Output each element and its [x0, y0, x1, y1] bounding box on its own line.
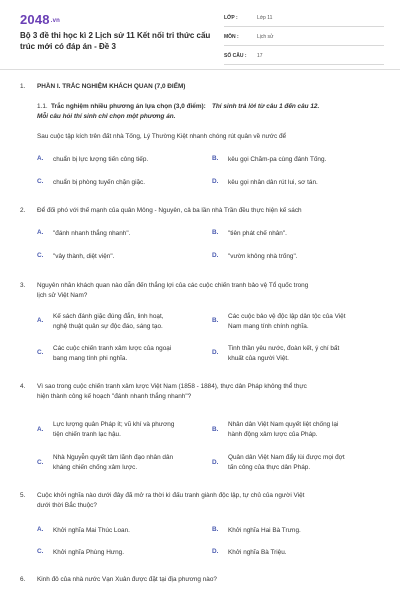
question-stem: Để đối phó với thế mạnh của quân Mông - Nguyên, cả ba lần nhà Trần đều thực hiện kế sách: [37, 207, 302, 214]
option-b-text[interactable]: Khởi nghĩa Hai Bà Trưng.: [228, 527, 301, 534]
option-c-text[interactable]: Khởi nghĩa Phùng Hưng.: [53, 549, 125, 556]
document-title: Bộ 3 đề thi học kì 2 Lịch sử 11 Kết nối tri thức cấu trúc mới có đáp án - Đề 3: [20, 31, 211, 51]
option-a-text[interactable]: "đánh nhanh thắng nhanh".: [53, 230, 131, 237]
option-d-text[interactable]: Khởi nghĩa Bà Triệu.: [228, 549, 287, 556]
option-c-text-line-2[interactable]: bang mang tính phi nghĩa.: [53, 355, 128, 362]
option-d-text[interactable]: kêu gọi nhân dân rút lui, sơ tán.: [228, 179, 318, 186]
question-number: 2.: [20, 207, 26, 214]
option-b-letter[interactable]: B.: [212, 317, 219, 324]
subsection-heading: Trắc nghiệm nhiều phương án lựa chọn (3,0 điểm):: [51, 103, 206, 110]
question-stem-line-2: dưới thời Bắc thuộc?: [37, 502, 97, 509]
option-a-text[interactable]: chuẩn bị lực lượng tiến công tiếp.: [53, 156, 149, 163]
option-b-letter[interactable]: B.: [212, 155, 219, 162]
option-d-text-line-1[interactable]: Tinh thần yêu nước, đoàn kết, ý chí bất: [228, 345, 340, 352]
option-c-text-line-2[interactable]: kháng chiến chống xâm lược.: [53, 464, 138, 471]
option-c-letter[interactable]: C.: [37, 459, 44, 466]
option-b-letter[interactable]: B.: [212, 229, 219, 236]
option-c-letter[interactable]: C.: [37, 178, 44, 185]
option-a-text-line-2[interactable]: nghệ thuật quân sự độc đáo, sáng tạo.: [53, 323, 163, 330]
question-stem-line-2: hiện thành công kế hoạch "đánh nhanh thắng nhanh"?: [37, 393, 192, 400]
option-b-text-line-1[interactable]: Nhân dân Việt Nam quyết liệt chống lại: [228, 421, 339, 428]
question-stem: Kinh đô của nhà nước Vạn Xuân được đặt tại địa phương nào?: [37, 576, 217, 583]
option-b-text-line-2[interactable]: hành động xâm lược của Pháp.: [228, 431, 318, 438]
option-b-letter[interactable]: B.: [212, 426, 219, 433]
option-a-letter[interactable]: A.: [37, 229, 44, 236]
question-stem: Sau cuộc tập kích trên đất nhà Tống, Lý Thường Kiệt nhanh chóng rút quân về nước để: [37, 133, 287, 140]
site-logo[interactable]: [20, 12, 60, 27]
option-d-text-line-2[interactable]: khuất của người Việt.: [228, 355, 289, 362]
logo-suffix: .vn: [50, 18, 61, 24]
count-value: 17: [257, 53, 263, 59]
option-a-letter[interactable]: A.: [37, 317, 44, 324]
count-label: SỐ CÂU :: [224, 53, 247, 59]
option-b-letter[interactable]: B.: [212, 526, 219, 533]
option-a-text-line-2[interactable]: tiện chiến tranh lạc hậu.: [53, 431, 121, 438]
meta-row-subject: [224, 31, 384, 46]
question-stem-line-1: Nguyên nhân khách quan nào dẫn đến thắng lợi của các cuộc chiến tranh bảo vệ Tổ quốc trong: [37, 282, 309, 289]
option-c-letter[interactable]: C.: [37, 548, 44, 555]
question-stem-line-2: lịch sử Việt Nam?: [37, 292, 88, 299]
option-a-text-line-1[interactable]: Lực lượng quân Pháp ít; vũ khí và phương: [53, 421, 175, 428]
option-c-text-line-1[interactable]: Các cuộc chiến tranh xâm lược của ngoại: [53, 345, 172, 352]
option-a-letter[interactable]: A.: [37, 526, 44, 533]
option-d-text-line-1[interactable]: Quân dân Việt Nam đẩy lùi được mọi đợt: [228, 454, 345, 461]
option-d-letter[interactable]: D.: [212, 548, 219, 555]
option-b-text[interactable]: "tiên phát chế nhân".: [228, 230, 287, 237]
document-meta: [224, 12, 384, 69]
question-number: 4.: [20, 383, 26, 390]
option-c-letter[interactable]: C.: [37, 349, 44, 356]
part-number: 1.: [20, 83, 26, 90]
option-b-text-line-1[interactable]: Các cuộc bảo vệ độc lập dân tộc của Việt: [228, 313, 346, 320]
subsection-number: 1.1.: [37, 103, 48, 110]
question-stem-line-1: Vì sao trong cuộc chiến tranh xâm lược Việt Nam (1858 - 1884), thực dân Pháp không thể thực: [37, 383, 307, 390]
option-d-letter[interactable]: D.: [212, 349, 219, 356]
subsection-instruction-1: Thí sinh trả lời từ câu 1 đến câu 12.: [212, 103, 320, 110]
question-number: 6.: [20, 576, 26, 583]
question-number: 3.: [20, 282, 26, 289]
option-b-text[interactable]: kêu gọi Chăm-pa cùng đánh Tống.: [228, 156, 327, 163]
meta-row-grade: [224, 12, 384, 27]
option-d-letter[interactable]: D.: [212, 178, 219, 185]
grade-value: Lớp 11: [257, 15, 273, 21]
subject-label: MÔN :: [224, 34, 239, 40]
document-header: [0, 0, 400, 64]
option-c-text-line-1[interactable]: Nhà Nguyễn quyết tâm lãnh đạo nhân dân: [53, 454, 174, 461]
option-d-text[interactable]: "vườn không nhà trống".: [228, 253, 298, 260]
option-a-text[interactable]: Khởi nghĩa Mai Thúc Loan.: [53, 527, 130, 534]
option-d-text-line-2[interactable]: tấn công của thực dân Pháp.: [228, 464, 311, 471]
logo-main: 2048: [20, 12, 50, 27]
option-d-letter[interactable]: D.: [212, 459, 219, 466]
option-a-letter[interactable]: A.: [37, 426, 44, 433]
header-divider: [0, 69, 400, 70]
option-c-text[interactable]: "vây thành, diệt viện".: [53, 253, 115, 260]
part-heading: PHẦN I. TRẮC NGHIỆM KHÁCH QUAN (7,0 ĐIỂM): [37, 83, 186, 90]
grade-label: LỚP :: [224, 15, 238, 21]
option-a-letter[interactable]: A.: [37, 155, 44, 162]
option-b-text-line-2[interactable]: Nam mang tính chính nghĩa.: [228, 323, 309, 330]
option-c-letter[interactable]: C.: [37, 252, 44, 259]
question-number: 5.: [20, 492, 26, 499]
option-d-letter[interactable]: D.: [212, 252, 219, 259]
subsection-instruction-2: Mỗi câu hỏi thí sinh chỉ chọn một phương án.: [37, 113, 176, 120]
option-c-text[interactable]: chuẩn bị phòng tuyến chặn giặc.: [53, 179, 146, 186]
question-stem-line-1: Cuộc khởi nghĩa nào dưới đây đã mở ra thời kì đấu tranh giành độc lập, tự chủ của người Việt: [37, 492, 305, 499]
option-a-text-line-1[interactable]: Kế sách đánh giặc đúng đắn, linh hoạt,: [53, 313, 164, 320]
meta-row-count: [224, 50, 384, 65]
subject-value: Lịch sử: [257, 34, 274, 40]
